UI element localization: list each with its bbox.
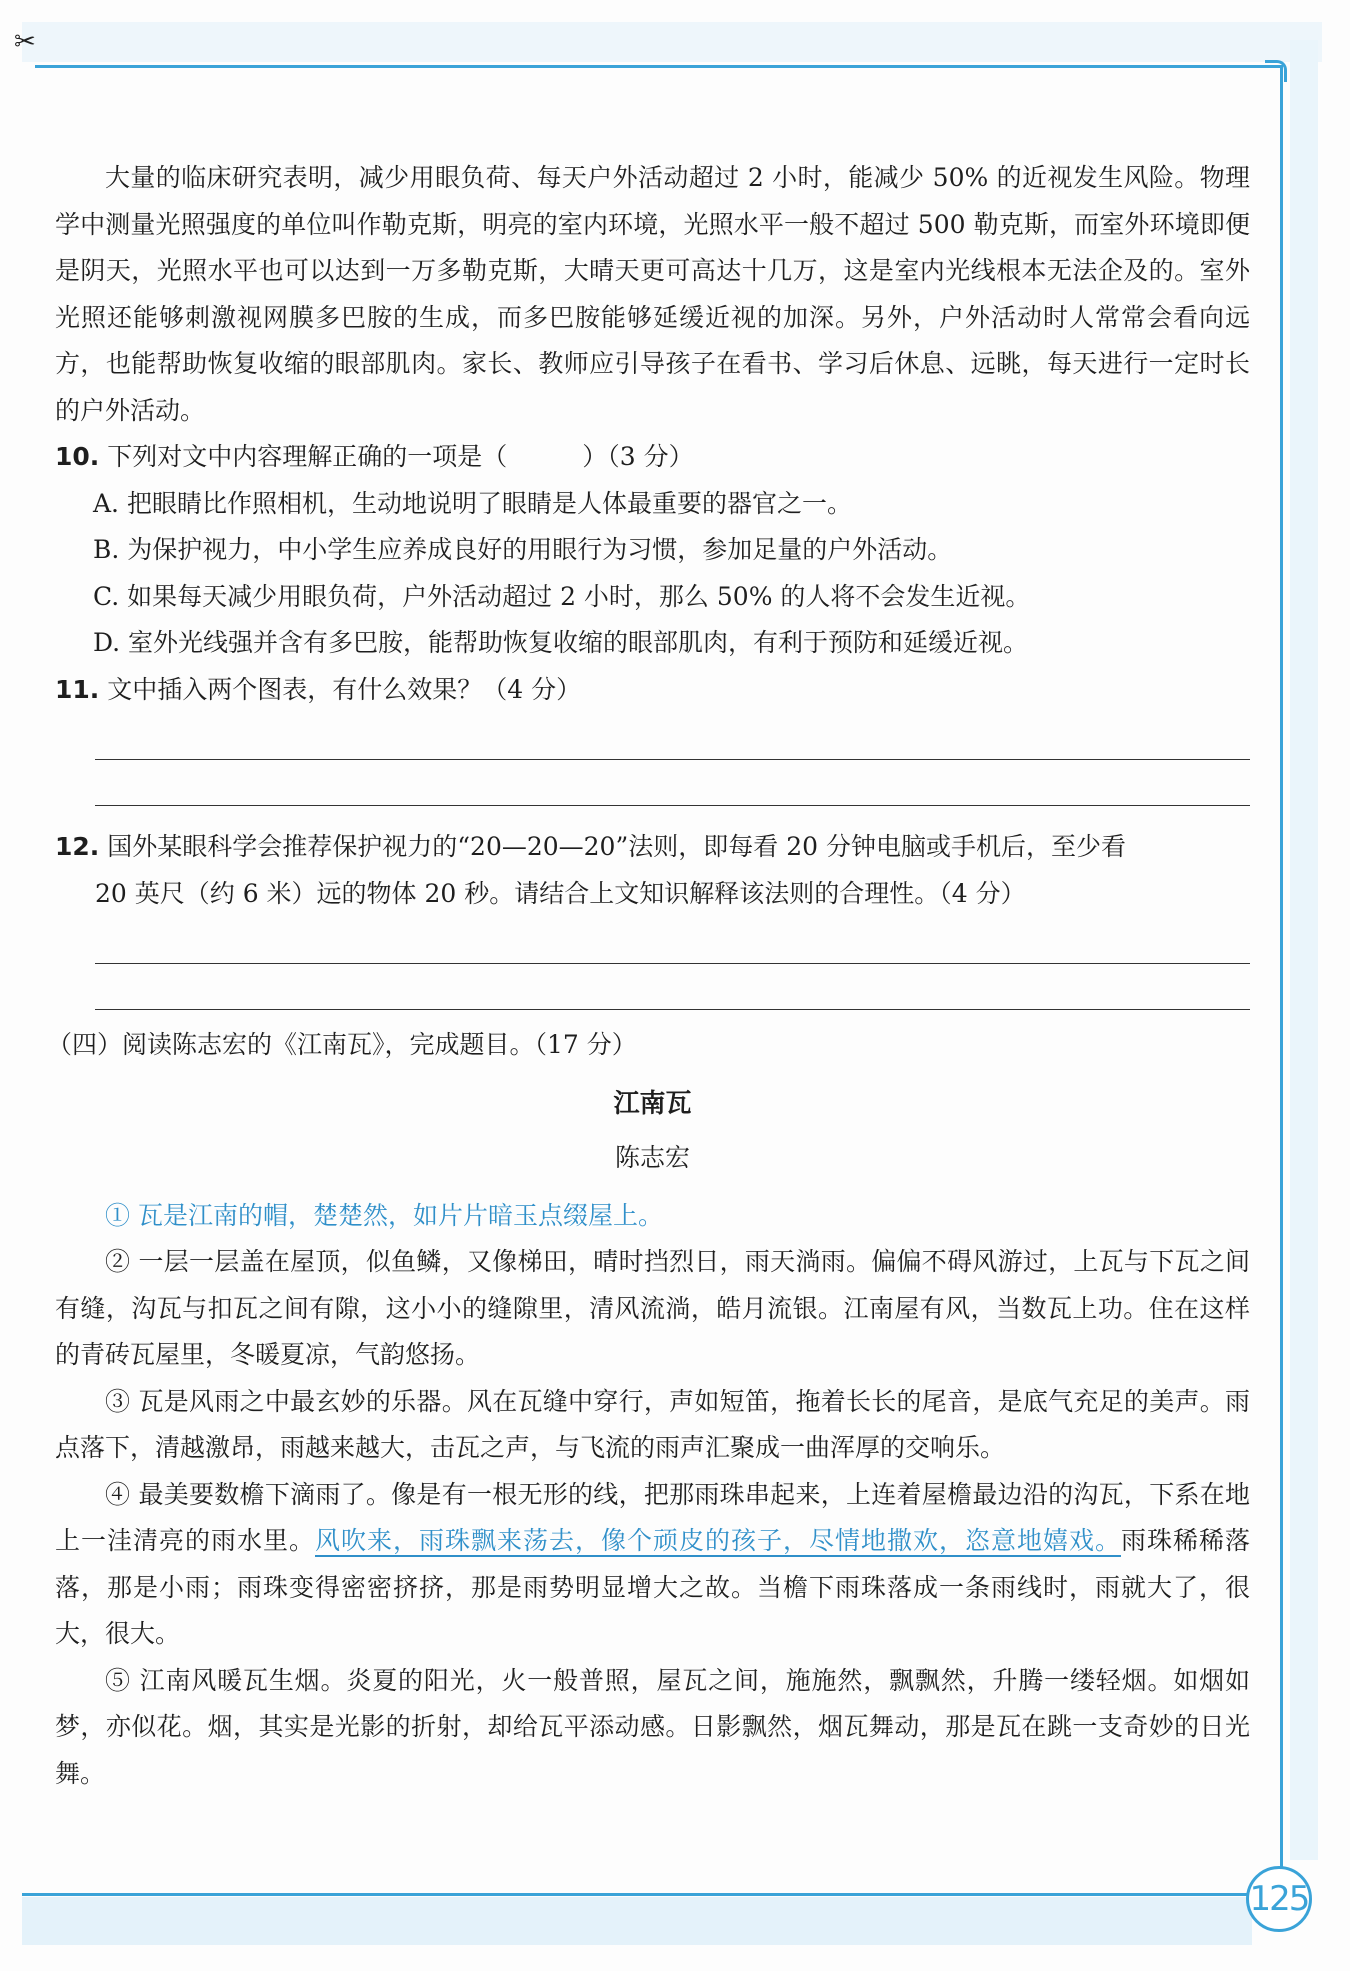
question-stem: 文中插入两个图表，有什么效果？（4 分） <box>107 674 582 704</box>
question-10 <box>55 434 1250 667</box>
option-d[interactable]: D. 室外光线强并含有多巴胺，能帮助恢复收缩的眼部肌肉，有利于预防和延缓近视。 <box>93 628 1029 657</box>
top-band <box>22 22 1322 62</box>
article-title: 江南瓦 <box>613 1088 692 1119</box>
page-number: 125 <box>1246 1866 1312 1932</box>
answer-line[interactable] <box>95 713 1250 760</box>
article-paragraph-4 <box>55 1472 1250 1658</box>
article-paragraph-1: ① 瓦是江南的帽，楚楚然，如片片暗玉点缀屋上。 <box>105 1200 663 1230</box>
question-12 <box>55 824 1250 1010</box>
answer-line[interactable] <box>95 760 1250 807</box>
passage-paragraph: 大量的临床研究表明，减少用眼负荷、每天户外活动超过 2 小时，能减少 50% 的近视发生风险。物理学中测量光照强度的单位叫作勒克斯，明亮的室内环境，光照水平一般不超过 500 勒克斯，而室外环境即便是阴天，光照水平也可以达到一万多勒克斯，大晴天更可高达十几万，这是室内光线根本无法企及的。室外光照还能够刺激视网膜多巴胺的生成，而多巴胺能够延缓近视的加深。另外，户外活动时人常常会看向远方，也能帮助恢复收缩的眼部肌肉。家长、教师应引导孩子在看书、学习后休息、远眺，每天进行一定时长的户外活动。 <box>55 163 1250 425</box>
article-paragraph-5: ⑤ 江南风暖瓦生烟。炎夏的阳光，火一般普照，屋瓦之间，施施然，飘飘然，升腾一缕轻烟。如烟如梦，亦似花。烟，其实是光影的折射，却给瓦平添动感。日影飘然，烟瓦舞动，那是瓦在跳一支奇妙的日光舞。 <box>55 1665 1250 1788</box>
article-paragraph-2: ② 一层一层盖在屋顶，似鱼鳞，又像梯田，晴时挡烈日，雨天淌雨。偏偏不碍风游过，上瓦与下瓦之间有缝，沟瓦与扣瓦之间有隙，这小小的缝隙里，清风流淌，皓月流银。江南屋有风，当数瓦上功。住在这样的青砖瓦屋里，冬暖夏凉，气韵悠扬。 <box>55 1247 1250 1369</box>
question-number: 12. <box>55 832 100 861</box>
article-author: 陈志宏 <box>614 1142 690 1172</box>
question-stem: 下列对文中内容理解正确的一项是（ ）（3 分） <box>107 442 694 471</box>
option-b[interactable]: B. 为保护视力，中小学生应养成良好的用眼行为习惯，参加足量的户外活动。 <box>93 535 953 564</box>
answer-line[interactable] <box>95 917 1250 964</box>
article-paragraph-4-start: ④ 最美要数檐下滴雨了。像是有一根无形的线，把那雨珠串起来，上连着屋檐最边沿的沟瓦，下系在地上一洼清亮的雨水里。 <box>55 1479 1250 1555</box>
bottom-rule <box>22 1893 1252 1896</box>
section-heading: （四）阅读陈志宏的《江南瓦》，完成题目。（17 分） <box>47 1030 637 1059</box>
question-number: 11. <box>55 674 100 704</box>
question-stem: 国外某眼科学会推荐保护视力的“20—20—20”法则，即每看 20 分钟电脑或手机后，至少看 <box>107 832 1126 861</box>
highlighted-sentence: 风吹来，雨珠飘来荡去，像个顽皮的孩子，尽情地撒欢，恣意地嬉戏。 <box>315 1526 1121 1555</box>
option-c[interactable]: C. 如果每天减少用眼负荷，户外活动超过 2 小时，那么 50% 的人将不会发生近视。 <box>93 581 1031 611</box>
right-margin-strip <box>1290 40 1318 1860</box>
article-paragraph-4-end: 雨珠稀稀落落，那是小雨；雨珠变得密密挤挤，那是雨势明显增大之故。当檐下雨珠落成一条雨线时，雨就大了，很大，很大。 <box>55 1526 1250 1648</box>
scissors-icon: ✂ <box>14 27 36 57</box>
question-stem-continued: 20 英尺（约 6 米）远的物体 20 秒。请结合上文知识解释该法则的合理性。（4 分） <box>95 878 1026 908</box>
option-a[interactable]: A. 把眼睛比作照相机，生动地说明了眼睛是人体最重要的器官之一。 <box>93 488 852 518</box>
article-paragraph-3: ③ 瓦是风雨之中最玄妙的乐器。风在瓦缝中穿行，声如短笛，拖着长长的尾音，是底气充足的美声。雨点落下，清越激昂，雨越来越大，击瓦之声，与飞流的雨声汇聚成一曲浑厚的交响乐。 <box>55 1386 1250 1462</box>
question-number: 10. <box>55 442 100 471</box>
page-content <box>47 155 1250 1797</box>
frame-corner <box>1265 60 1287 82</box>
answer-line[interactable] <box>95 964 1250 1011</box>
bottom-band <box>22 1897 1252 1945</box>
question-11 <box>55 667 1250 807</box>
